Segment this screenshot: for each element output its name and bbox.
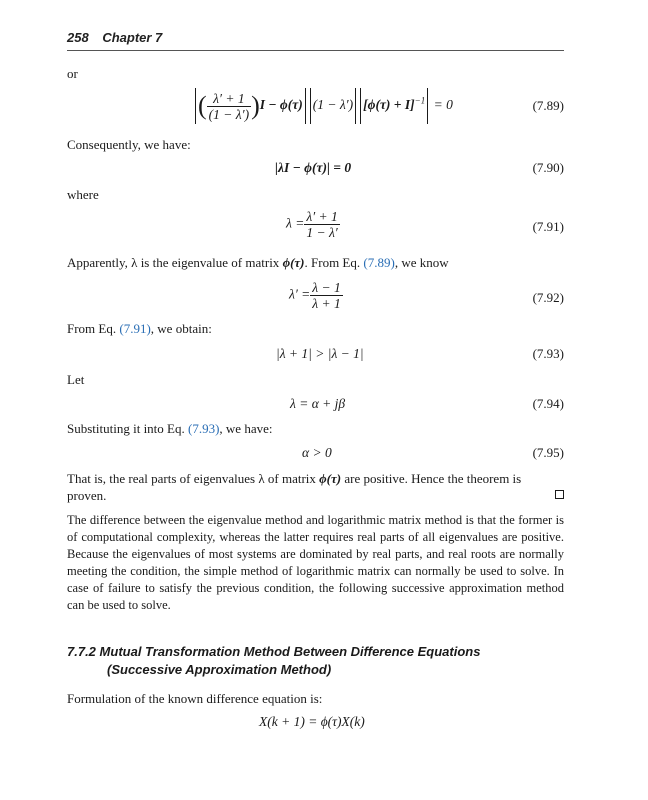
text-let: Let	[67, 372, 85, 387]
eq-789-sup: −1	[414, 95, 426, 106]
header-rule	[67, 50, 564, 51]
fraction-denominator: 1 − λ′	[306, 225, 338, 240]
equation-7-94: λ = α + jβ	[290, 396, 346, 411]
text-apparently-b: . From Eq.	[304, 255, 364, 270]
matrix-phi: ϕ(τ)	[282, 255, 305, 270]
matrix-phi-2: ϕ(τ)	[319, 471, 342, 486]
text-from-eq-a: From Eq.	[67, 321, 117, 336]
eq-789-tail2: [ϕ(τ) + I]	[363, 97, 415, 113]
equation-7-89: ( $\frac{\lambda' + 1}{(1 - \lambda')}$ )I − ϕ(τ) (1 − λ′) $[\phi(\tau) + I]^{-1} = 0$	[193, 88, 453, 124]
eq-number-791: (7.91)	[532, 219, 564, 234]
text-that-is-a: That is, the real parts of eigenvalues λ of matrix	[67, 471, 320, 486]
fraction-789	[207, 91, 251, 122]
section-heading	[67, 643, 480, 679]
fraction-denominator: (1 − λ′)	[208, 106, 250, 122]
equation-7-90: |λI − ϕ(τ)| = 0	[275, 160, 352, 175]
text-from-eq	[67, 320, 212, 337]
ref-7-91-link[interactable]: (7.91)	[119, 321, 151, 336]
page-number: 258	[67, 30, 89, 45]
equation-7-91	[286, 209, 340, 240]
fraction-denominator: λ + 1	[312, 296, 341, 311]
eq-number-794: (7.94)	[532, 396, 564, 411]
eq-number-793: (7.93)	[532, 346, 564, 361]
abs-bar-right	[427, 88, 428, 124]
text-formulation: Formulation of the known difference equation is:	[67, 691, 323, 706]
eq-789-tail3: = 0	[433, 97, 453, 113]
text-substituting-b: , we have:	[219, 421, 273, 436]
fraction-numerator: λ − 1	[312, 280, 341, 295]
text-we-obtain: , we obtain:	[150, 321, 212, 336]
ref-7-93-link[interactable]: (7.93)	[188, 421, 220, 436]
section-title-line2: (Successive Approximation Method)	[107, 662, 332, 677]
running-header	[67, 30, 162, 45]
equation-7-95: α > 0	[302, 445, 332, 460]
text-substituting	[67, 420, 272, 437]
eq-789-rest: I − ϕ(τ)	[259, 97, 303, 113]
abs-bar-mid	[305, 88, 306, 124]
abs-bar-mid2	[310, 88, 311, 124]
text-substituting-a: Substituting it into Eq.	[67, 421, 188, 436]
ref-7-89-link[interactable]: (7.89)	[363, 255, 395, 270]
eq-789-tail: (1 − λ′)	[312, 97, 354, 113]
text-proven: proven.	[67, 488, 107, 503]
fraction-numerator: λ′ + 1	[306, 209, 338, 224]
text-that-is	[67, 470, 564, 487]
text-apparently-a: Apparently, λ is the eigenvalue of matrix	[67, 255, 283, 270]
eq-792-lhs: λ′ =	[289, 286, 311, 302]
section-number: 7.7.2	[67, 644, 96, 659]
abs-bar-left	[195, 88, 196, 124]
equation-difference: X(k + 1) = ϕ(τ)X(k)	[259, 714, 365, 729]
eq-791-lhs: λ =	[286, 215, 305, 231]
body-paragraph: The difference between the eigenvalue method and logarithmic matrix method is that the former is of computational complexity, whereas the latter requires real parts of all eigenvalues are positive. Because the eigenvalues of most systems are dominated by real parts, and real roots are normally meeting the condition, the simple method of logarithmic matrix can normally be used to solve. In case of failure to satisfy the previous condition, the following successive approximation method can be used to solve.	[67, 513, 564, 612]
equation-7-93: |λ + 1| > |λ − 1|	[276, 346, 364, 361]
text-that-is-b: are positive. Hence the theorem is	[341, 471, 522, 486]
text-apparently-c: , we know	[394, 255, 449, 270]
eq-number-789: (7.89)	[532, 98, 564, 113]
text-or: or	[67, 66, 78, 81]
section-title-line1: Mutual Transformation Method Between Difference Equations	[99, 644, 481, 659]
text-where: where	[67, 187, 99, 202]
fraction-792	[310, 280, 342, 311]
eq-number-790: (7.90)	[532, 160, 564, 175]
text-apparently	[67, 254, 449, 271]
abs-bar-mid4	[360, 88, 361, 124]
eq-number-795: (7.95)	[532, 445, 564, 460]
fraction-791	[304, 209, 339, 240]
abs-bar-mid3	[355, 88, 356, 124]
text-consequently: Consequently, we have:	[67, 137, 191, 152]
qed-square-icon	[555, 490, 564, 499]
fraction-numerator: λ′ + 1	[207, 91, 251, 107]
chapter-label: Chapter 7	[102, 30, 163, 45]
equation-7-92	[289, 280, 343, 311]
eq-number-792: (7.92)	[532, 290, 564, 305]
